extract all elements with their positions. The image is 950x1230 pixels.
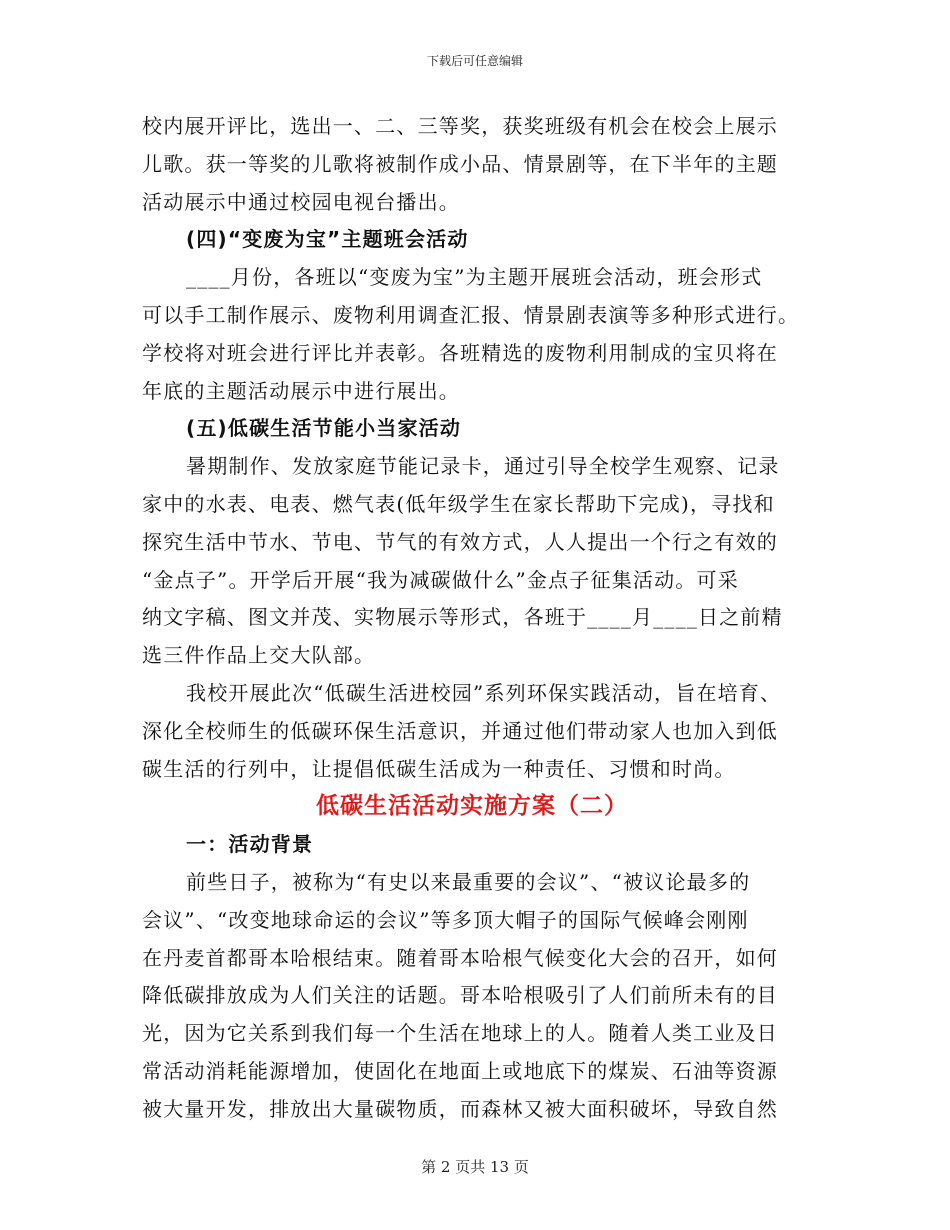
paragraph-line: 被大量开发，排放出大量碳物质，而森林又被大面积破坏，导致自然 — [142, 1096, 778, 1121]
document-section-title: 低碳生活活动实施方案（二） — [316, 793, 628, 820]
paragraph-line: 常活动消耗能源增加，使固化在地面上或地底下的煤炭、石油等资源 — [142, 1058, 778, 1083]
page-header: 下载后可任意编辑 — [426, 54, 523, 68]
paragraph-line: 我校开展此次“低碳生活进校园”系列环保实践活动，旨在培育、 — [186, 680, 782, 705]
paragraph-line: 探究生活中节水、节电、节气的有效方式，人人提出一个行之有效的 — [142, 529, 778, 554]
paragraph-line: 暑期制作、发放家庭节能记录卡，通过引导全校学生观察、记录 — [186, 454, 780, 479]
paragraph-line: 前些日子，被称为“有史以来最重要的会议”、“被议论最多的 — [186, 869, 751, 894]
paragraph-line: 碳生活的行列中，让提倡低碳生活成为一种责任、习惯和时尚。 — [142, 756, 736, 781]
section-heading: (五)低碳生活节能小当家活动 — [186, 416, 462, 441]
paragraph-line: 可以手工制作展示、废物利用调查汇报、情景剧表演等多种形式进行。 — [142, 302, 800, 327]
paragraph-line: 儿歌。获一等奖的儿歌将被制作成小品、情景剧等，在下半年的主题 — [142, 151, 778, 176]
paragraph-line: 光，因为它关系到我们每一个生活在地球上的人。随着人类工业及日 — [142, 1021, 778, 1046]
section-heading: (四)“变废为宝”主题班会活动 — [186, 227, 469, 252]
document-body — [142, 108, 802, 1129]
paragraph-line: 纳文字稿、图文并茂、实物展示等形式，各班于____月____日之前精 — [142, 605, 783, 630]
paragraph-line: 在丹麦首都哥本哈根结束。随着哥本哈根气候变化大会的召开，如何 — [142, 945, 778, 970]
paragraph-line: 深化全校师生的低碳环保生活意识，并通过他们带动家人也加入到低 — [142, 718, 778, 743]
paragraph-line: ____月份，各班以“变废为宝”为主题开展班会活动，班会形式 — [186, 265, 763, 290]
paragraph-line: 降低碳排放成为人们关注的话题。哥本哈根吸引了人们前所未有的目 — [142, 983, 778, 1008]
paragraph-line: 年底的主题活动展示中进行展出。 — [142, 378, 460, 403]
paragraph-line: “金点子”。开学后开展“我为减碳做什么”金点子征集活动。可采 — [142, 567, 739, 592]
section-heading: 一：活动背景 — [186, 832, 314, 857]
paragraph-line: 会议”、“改变地球命运的会议”等多顶大帽子的国际气候峰会刚刚 — [142, 907, 749, 932]
paragraph-line: 活动展示中通过校园电视台播出。 — [142, 189, 460, 214]
paragraph-line: 选三件作品上交大队部。 — [142, 643, 376, 668]
paragraph-line: 家中的水表、电表、燃气表(低年级学生在家长帮助下完成)，寻找和 — [142, 491, 775, 516]
page-footer: 第 2 页共 13 页 — [421, 1158, 529, 1176]
paragraph-line: 学校将对班会进行评比并表彰。各班精选的废物利用制成的宝贝将在 — [142, 340, 778, 365]
paragraph-line: 校内展开评比，选出一、二、三等奖，获奖班级有机会在校会上展示 — [142, 114, 778, 138]
